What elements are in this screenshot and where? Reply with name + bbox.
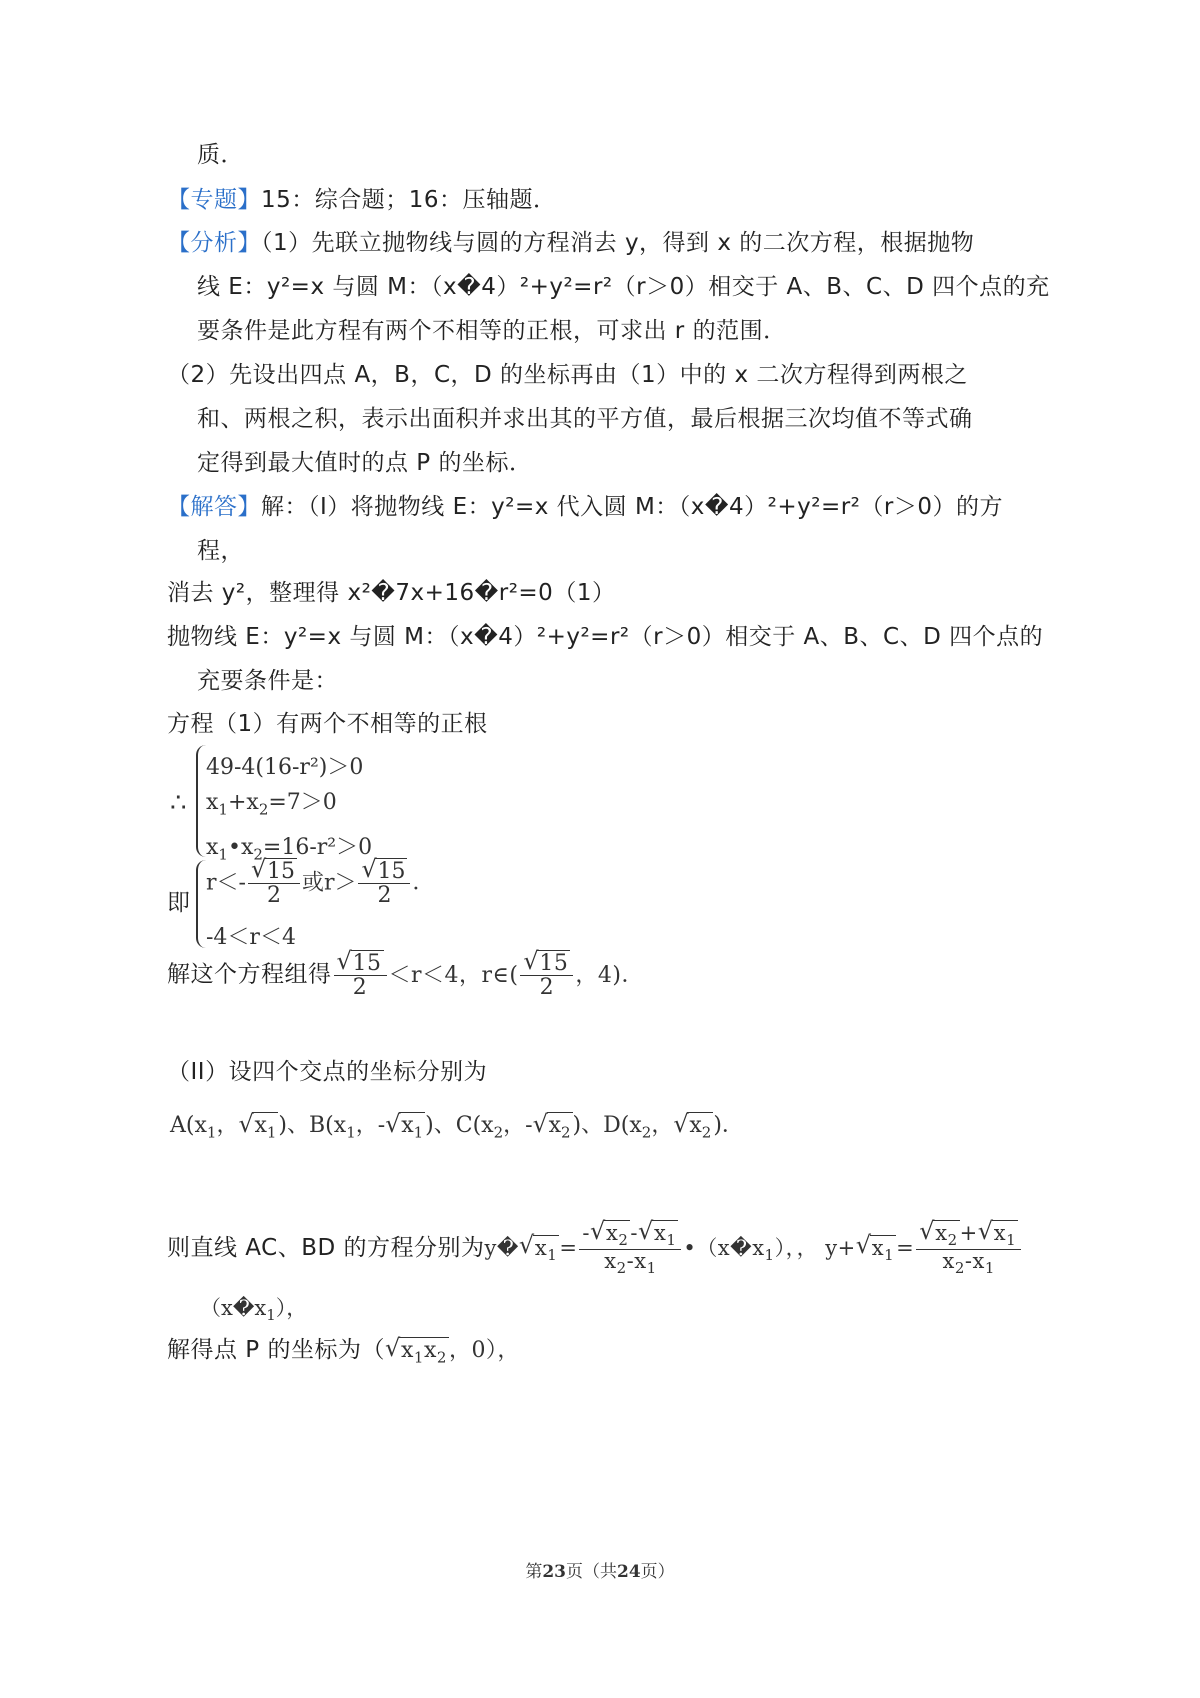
point-p-line: 解得点 P 的坐标为（√ $x_1x_2$，0）， bbox=[167, 1335, 520, 1372]
answer-tag: 【解答】 bbox=[167, 494, 261, 520]
system-row: $x_1+x_2=7>0$ bbox=[206, 790, 337, 819]
system-row: 49-4(16-r²)＞0 bbox=[206, 755, 364, 780]
solution-line: 解这个方程组得 √ $\frac{15}{2}$ ＜r＜4，r∈( √ $\frac{15}{2}$ ，4)． bbox=[167, 952, 644, 999]
therefore-symbol: ∴ bbox=[170, 788, 187, 818]
text-line: 质． bbox=[197, 142, 244, 168]
answer-line: 充要条件是： bbox=[197, 668, 338, 694]
page-total: 24 bbox=[617, 1562, 641, 1582]
system-row: -4＜r＜4 bbox=[206, 925, 296, 950]
answer-line bbox=[167, 492, 1003, 522]
coordinates-line: $A(x_1$，√ $x_1$)、$B(x_1$，-√ $x_1$)、$C(x_2$，-√ $x_2$)、$D(x_2$，√ $x_2$)． bbox=[170, 1108, 744, 1141]
answer-text: 解：（Ⅰ）将抛物线 E：y²=x 代入圆 M：（x﻿�4）²+y²=r²（r＞0）的方 bbox=[261, 494, 1003, 520]
ji-label: 即 bbox=[167, 890, 191, 916]
analysis-line: （2）先设出四点 A，B，C，D 的坐标再由（1）中的 x 二次方程得到两根之 bbox=[167, 362, 968, 388]
system-row: $x_1•x_2=16-r^2>0$ bbox=[206, 835, 373, 864]
analysis-text: （1）先联立抛物线与圆的方程消去 y，得到 x 的二次方程，根据抛物 bbox=[261, 230, 975, 256]
answer-line: 方程（1）有两个不相等的正根 bbox=[167, 711, 488, 737]
analysis-line: 线 E：y²=x 与圆 M：（x﻿�4）²+y²=r²（r＞0）相交于 A、B、C、D 四个点的充 bbox=[197, 274, 1050, 300]
analysis-line: 和、两根之积，表示出面积并求出其的平方值，最后根据三次均值不等式确 bbox=[197, 406, 973, 432]
topic-text: 15：综合题；16：压轴题． bbox=[261, 187, 557, 213]
page-number: 23 bbox=[542, 1562, 566, 1582]
answer-line: 程， bbox=[197, 538, 244, 564]
analysis-tag: 【分析】 bbox=[167, 230, 261, 256]
analysis-line: 定得到最大值时的点 P 的坐标． bbox=[197, 450, 533, 476]
answer-line: 消去 y²，整理得 x²﻿�7x+16﻿�r²=0（1） bbox=[167, 580, 616, 606]
lines-equation: 则直线 AC、BD 的方程分别为y﻿�√ $x_1=$ $\frac{-√ x_2-√ x_1}{x_2-x_1}$ $•(x﻿�x_1)$，， y+√ $x_1=$ √ $\frac{x_2+√ x_1}{x_2-x_1}$ bbox=[167, 1222, 1023, 1277]
analysis-line: 要条件是此方程有两个不相等的正根，可求出 r 的范围． bbox=[197, 318, 787, 344]
analysis-line bbox=[167, 228, 974, 258]
part2-line: （II）设四个交点的坐标分别为 bbox=[167, 1059, 488, 1085]
topic-tag: 【专题】 bbox=[167, 187, 261, 213]
page-footer: 第23页（共24页） bbox=[525, 1562, 675, 1582]
answer-line: 抛物线 E：y²=x 与圆 M：（x﻿�4）²+y²=r²（r＞0）相交于 A、B、C、D 四个点的 bbox=[167, 624, 1044, 650]
system-row: r＜- √ $\frac{15}{2}$ 或r＞ √ $\frac{15}{2}$ ． bbox=[206, 860, 435, 907]
topic-line bbox=[167, 185, 557, 215]
condition-line: $(x﻿�x_1)$， bbox=[200, 1296, 308, 1325]
